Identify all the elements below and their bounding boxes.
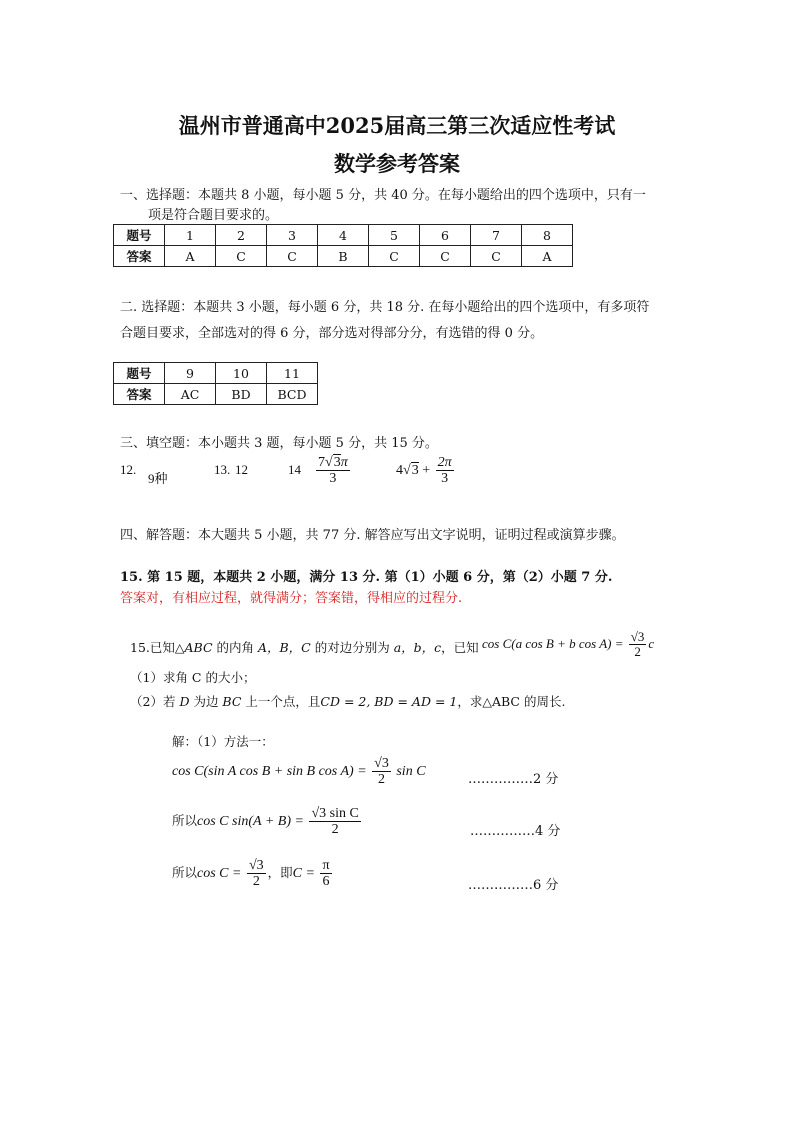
table-cell: 3 xyxy=(267,225,318,246)
choice-answer-table xyxy=(113,224,573,267)
step-mid: ，即 xyxy=(267,865,293,881)
q-extra-answer: 4√3 + $\frac{2\pi}{3}$ xyxy=(396,455,452,487)
frac-num: √3 xyxy=(630,629,645,644)
q12-answer: 9种 xyxy=(148,471,168,486)
table-cell: 2 xyxy=(216,225,267,246)
q14-num-coef: 7 xyxy=(318,455,325,470)
section4-intro: 四、解答题：本大题共 5 小题，共 77 分. 解答应写出文字说明，证明过程或演算步骤。 xyxy=(120,528,625,543)
q15-side-bc: BC xyxy=(222,694,242,709)
table-cell: C xyxy=(471,246,522,267)
table-header-answer: 答案 xyxy=(114,246,165,267)
table-header-number: 题号 xyxy=(114,225,165,246)
formula-text: cos C(a cos B + b cos A) = xyxy=(482,635,624,651)
extra-den: 3 xyxy=(441,471,449,487)
q14-den: 3 xyxy=(329,471,337,487)
q15-text: （2）若 xyxy=(130,694,180,709)
page-subtitle: 数学参考答案 xyxy=(334,151,460,176)
q15-sides: a，b，c xyxy=(393,640,442,655)
q12-label: 12. xyxy=(120,462,137,477)
frac-den: 2 xyxy=(378,772,386,788)
q15-text: ，已知 xyxy=(441,640,479,655)
q14-label: 14 xyxy=(288,462,301,477)
q14-answer: $\frac{7√3\pi}{3}$ xyxy=(318,455,348,487)
table-cell: C xyxy=(369,246,420,267)
q15-condition: CD = 2, BD = AD = 1 xyxy=(320,694,458,709)
q13-label: 13. xyxy=(214,462,231,477)
table-cell: A xyxy=(165,246,216,267)
page-title: 温州市普通高中2025届高三第三次适应性考试 xyxy=(178,113,616,138)
q15-triangle: ABC xyxy=(184,640,213,655)
table-cell: C xyxy=(216,246,267,267)
table-row xyxy=(114,225,573,246)
step1-score: ……………2 分 xyxy=(468,772,559,787)
frac-den: 2 xyxy=(252,874,260,890)
q15-given-formula xyxy=(482,630,654,660)
section3-intro: 三、填空题：本小题共 3 题，每小题 5 分，共 15 分。 xyxy=(120,436,438,451)
table-row xyxy=(114,246,573,267)
solution-step1 xyxy=(172,756,426,788)
frac-num: √3 sin C xyxy=(311,806,359,821)
formula-tail: c xyxy=(648,635,655,651)
extra-radicand: 3 xyxy=(411,463,419,479)
formula-text: cos C = xyxy=(197,866,242,882)
frac-den: 2 xyxy=(634,644,641,660)
q13-answer: 12 xyxy=(235,462,248,477)
q14-num-pi: π xyxy=(340,455,348,470)
table-cell: A xyxy=(522,246,573,267)
solution-step2 xyxy=(172,806,363,838)
table-cell: 4 xyxy=(318,225,369,246)
formula-text: C = xyxy=(292,866,315,882)
table-cell: BCD xyxy=(267,384,318,405)
section2-intro-line2: 合题目要求，全部选对的得 6 分，部分选对得部分分，有选错的得 0 分。 xyxy=(120,326,544,341)
q15-problem-line1 xyxy=(130,638,479,656)
table-header-number: 题号 xyxy=(114,363,165,384)
q15-text: 的对边分别为 xyxy=(310,640,394,655)
step3-score: ……………6 分 xyxy=(468,878,559,893)
table-row xyxy=(114,384,318,405)
extra-plus: + xyxy=(422,463,431,479)
table-row xyxy=(114,363,318,384)
solution-intro: 解：（1）方法一： xyxy=(172,734,274,749)
q15-text: ，求△ABC 的周长. xyxy=(457,694,566,709)
table-cell: B xyxy=(318,246,369,267)
table-cell: BD xyxy=(216,384,267,405)
q15-part1: （1）求角 C 的大小； xyxy=(130,670,256,685)
q15-angles: A，B，C xyxy=(257,640,311,655)
q15-grading-note: 答案对，有相应过程，就得满分；答案错，得相应的过程分. xyxy=(120,591,463,606)
formula-text: cos C(sin A cos B + sin B cos A) = xyxy=(172,764,367,780)
frac-num: √3 xyxy=(248,858,264,873)
extra-coef: 4 xyxy=(396,463,403,479)
table-header-answer: 答案 xyxy=(114,384,165,405)
table-cell: 10 xyxy=(216,363,267,384)
formula-tail: sin C xyxy=(396,764,426,780)
frac-den: 6 xyxy=(322,874,330,890)
section1-intro-line2: 项是符合题目要求的。 xyxy=(148,208,279,223)
table-cell: C xyxy=(267,246,318,267)
q15-point-d: D xyxy=(179,694,190,709)
table-cell: 6 xyxy=(420,225,471,246)
multi-choice-answer-table xyxy=(113,362,318,405)
step-prefix: 所以 xyxy=(172,813,198,829)
frac-den: 2 xyxy=(331,822,339,838)
section2-intro-line1: 二. 选择题：本题共 3 小题，每小题 6 分，共 18 分. 在每小题给出的四个选项中，有多项符 xyxy=(120,300,650,315)
q15-text: 为边 xyxy=(189,694,223,709)
table-cell: 5 xyxy=(369,225,420,246)
q14-num-radicand: 3 xyxy=(333,455,341,470)
table-cell: 11 xyxy=(267,363,318,384)
q15-part2 xyxy=(130,692,565,710)
extra-num: 2π xyxy=(437,455,452,470)
frac-num: π xyxy=(322,858,330,873)
q15-text: 上一个点，且 xyxy=(241,694,321,709)
section1-intro-line1: 一、选择题：本题共 8 小题，每小题 5 分，共 40 分。在每小题给出的四个选项中，只有一 xyxy=(120,188,646,203)
table-cell: 7 xyxy=(471,225,522,246)
step-prefix: 所以 xyxy=(172,865,198,881)
step2-score: ……………4 分 xyxy=(470,824,561,839)
formula-text: cos C sin(A + B) = xyxy=(197,814,304,830)
table-cell: AC xyxy=(165,384,216,405)
q15-text: 15.已知△ xyxy=(130,640,185,655)
q15-header: 15. 第 15 题，本题共 2 小题，满分 13 分. 第（1）小题 6 分，第（2）小题 7 分. xyxy=(120,570,613,585)
frac-num: √3 xyxy=(374,756,389,771)
q15-text: 的内角 xyxy=(212,640,258,655)
solution-step3 xyxy=(172,858,334,890)
table-cell: C xyxy=(420,246,471,267)
table-cell: 1 xyxy=(165,225,216,246)
table-cell: 9 xyxy=(165,363,216,384)
table-cell: 8 xyxy=(522,225,573,246)
